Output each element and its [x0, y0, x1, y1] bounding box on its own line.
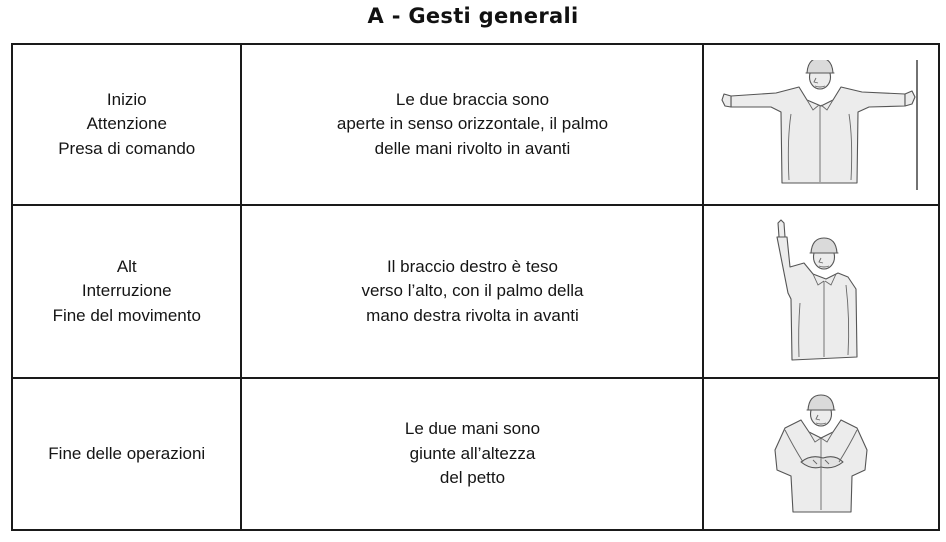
worker-hands-clasped-icon	[771, 390, 871, 518]
gesture-name-line: Fine delle operazioni	[48, 443, 206, 463]
signals-table	[11, 43, 940, 531]
gesture-name-line: Attenzione	[86, 114, 167, 134]
gesture-name-line: Presa di comando	[58, 138, 196, 158]
gesture-name-line: Fine del movimento	[52, 305, 201, 325]
gesture-figure-cell	[703, 378, 939, 530]
table-row	[12, 378, 939, 530]
gesture-name-cell	[12, 205, 241, 378]
description-line: verso l’alto, con il palmo della	[361, 281, 584, 301]
gesture-name-line: Inizio	[106, 89, 147, 109]
gesture-description-cell	[241, 205, 703, 378]
gesture-description-cell	[241, 378, 703, 530]
table-row	[12, 44, 939, 205]
description-line: giunte all’altezza	[409, 443, 536, 463]
table-row	[12, 205, 939, 378]
description-line: delle mani rivolto in avanti	[374, 138, 571, 158]
description-line: Le due mani sono	[404, 419, 541, 439]
gesture-name-cell	[12, 378, 241, 530]
description-line: mano destra rivolta in avanti	[366, 305, 579, 325]
worker-arms-horizontal-icon	[721, 60, 921, 190]
gesture-name-line: Interruzione	[81, 281, 172, 301]
gesture-figure-cell	[703, 205, 939, 378]
gesture-figure-cell	[703, 44, 939, 205]
gesture-name-cell	[12, 44, 241, 205]
gesture-name-line: Alt	[116, 256, 137, 276]
page-title: A - Gesti generali	[367, 4, 579, 28]
description-line: del petto	[439, 468, 506, 488]
worker-arm-raised-icon	[766, 219, 876, 364]
description-line: Il braccio destro è teso	[386, 256, 558, 276]
gesture-description-cell	[241, 44, 703, 205]
description-line: Le due braccia sono	[395, 89, 550, 109]
description-line: aperte in senso orizzontale, il palmo	[336, 114, 609, 134]
